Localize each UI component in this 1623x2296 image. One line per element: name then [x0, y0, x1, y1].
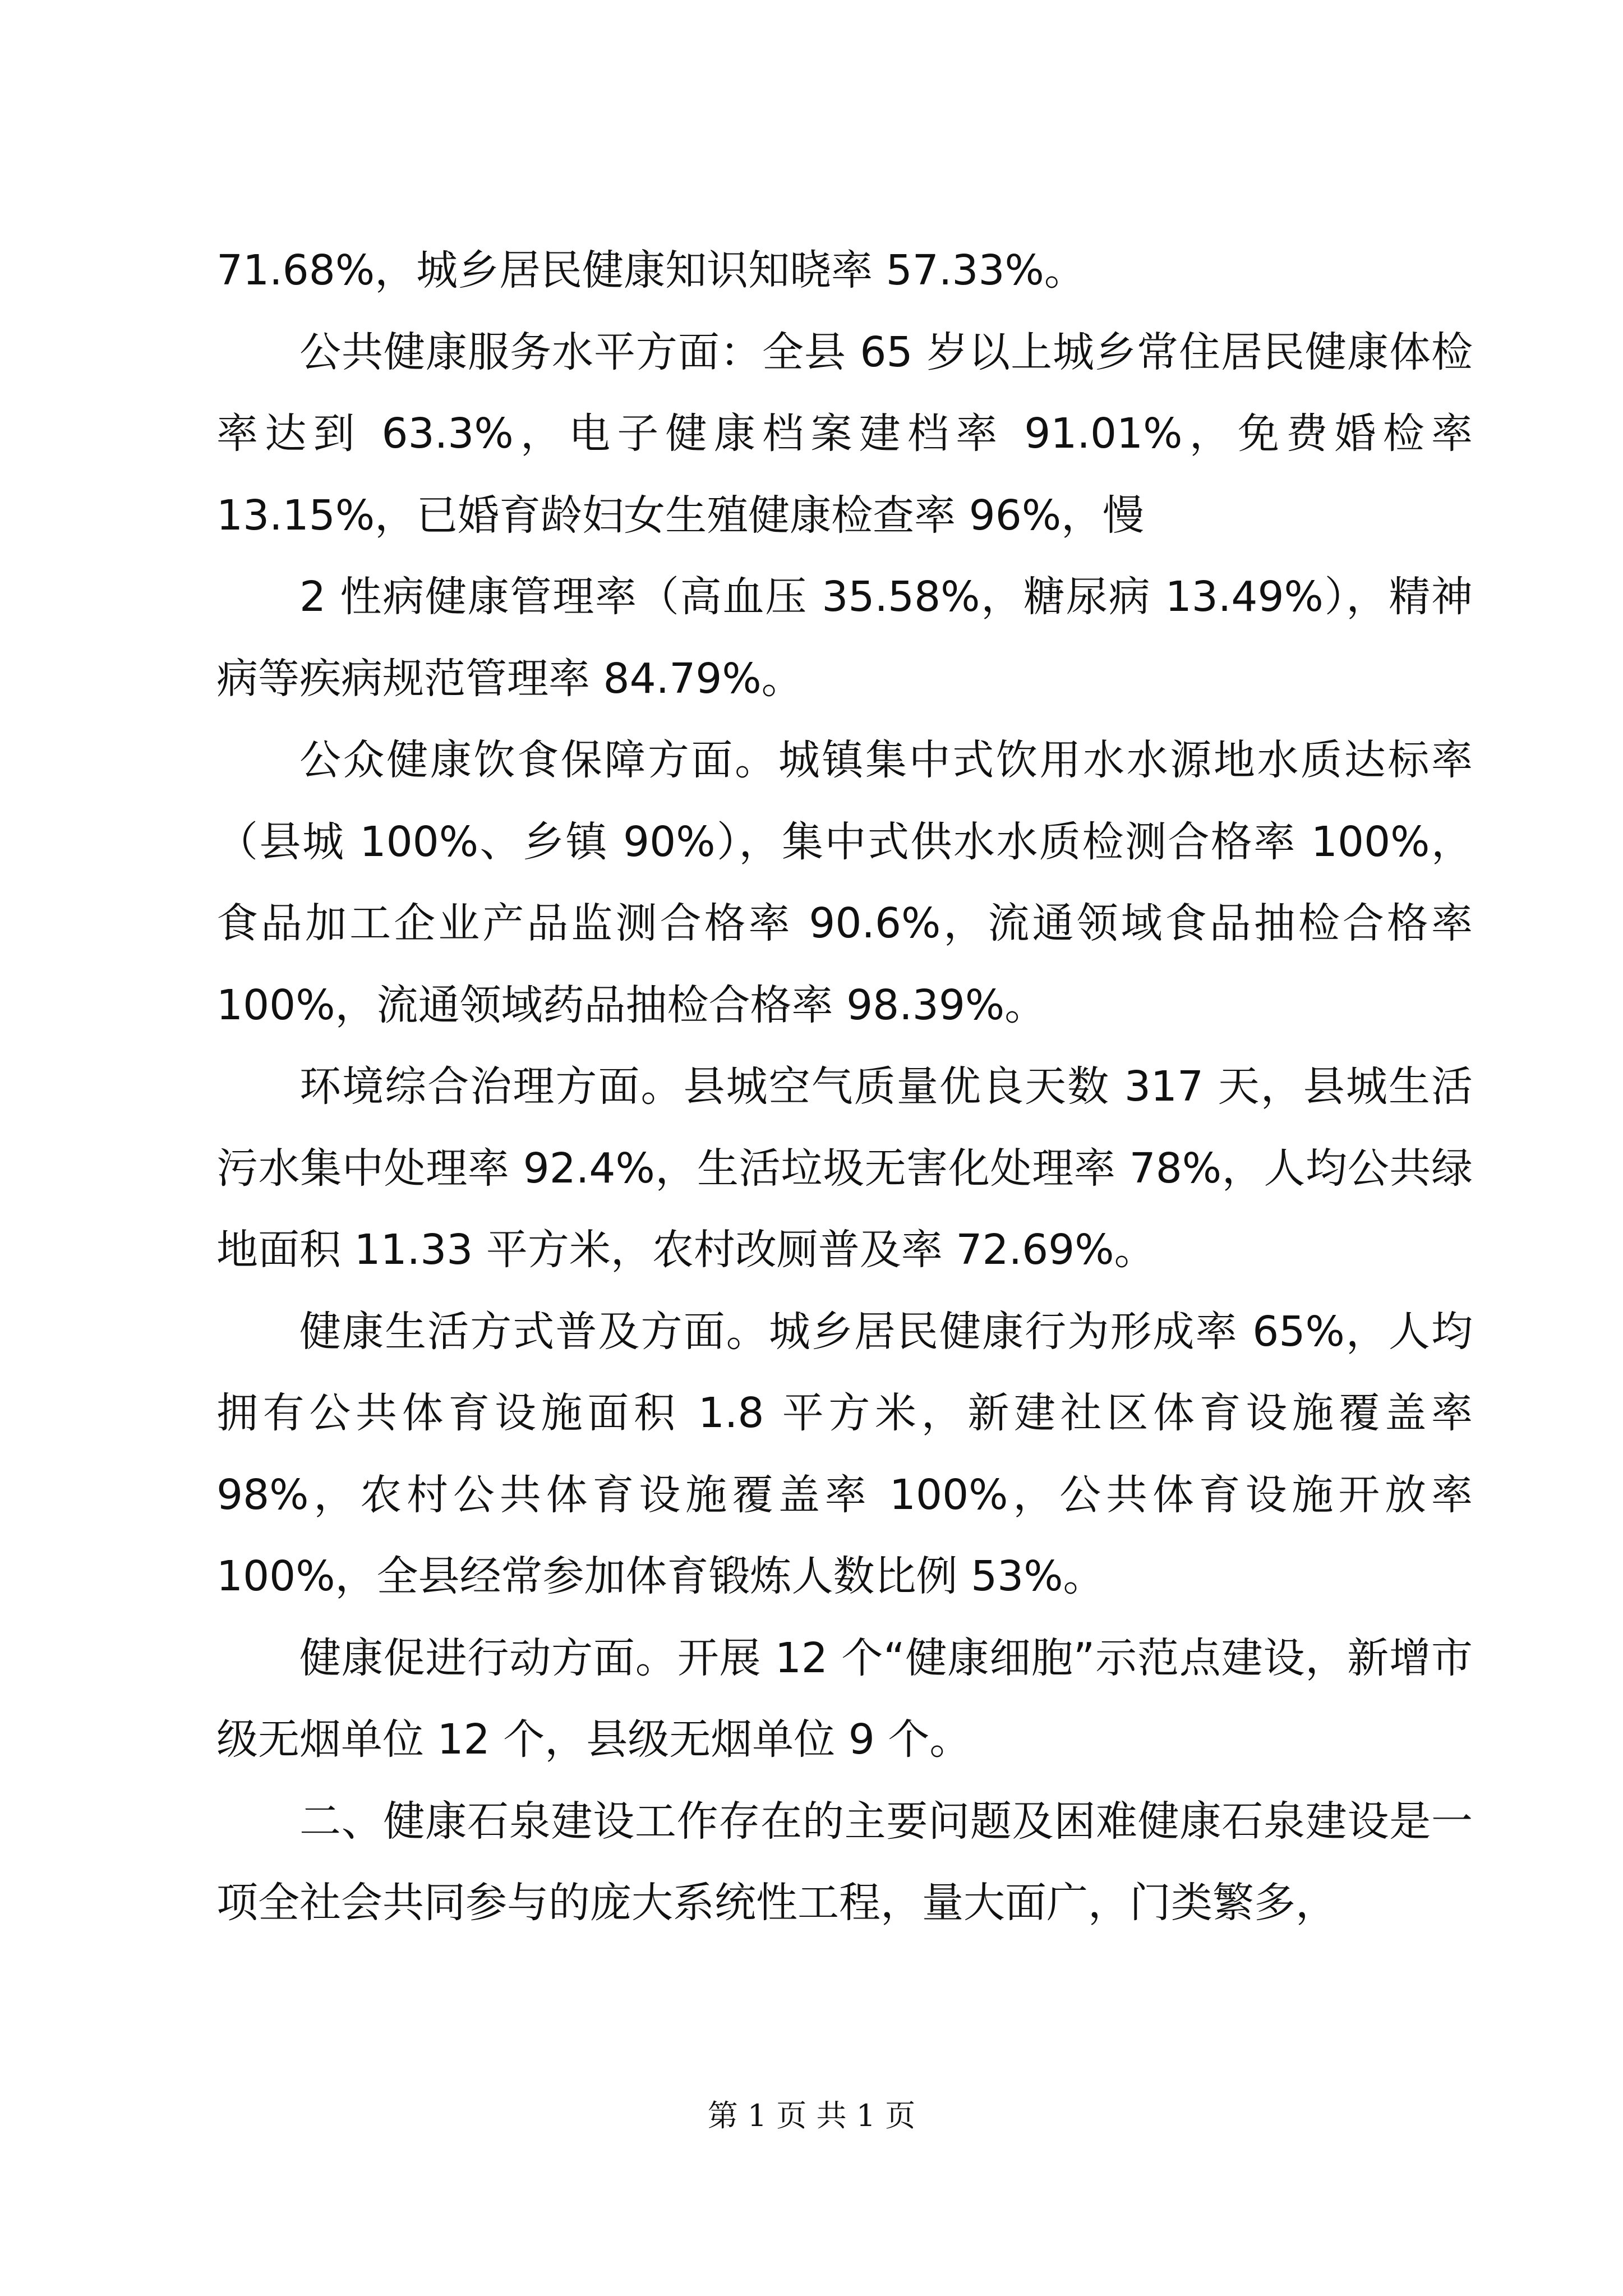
- paragraph-chronic-disease-management: 2 性病健康管理率（高血压 35.58%，糖尿病 13.49%），精神病等疾病规范管理率 84.79%。: [216, 573, 1473, 703]
- document-body: [216, 230, 1473, 1944]
- paragraph-environment: 环境综合治理方面。县城空气质量优良天数 317 天，县城生活污水集中处理率 92.4%，生活垃圾无害化处理率 78%，人均公共绿地面积 11.33 平方米，农村改厕普及率 72.69%。: [216, 1062, 1473, 1274]
- paragraph-food-safety: 公众健康饮食保障方面。城镇集中式饮用水水源地水质达标率（县城 100%、乡镇 90%），集中式供水水质检测合格率 100%，食品加工企业产品监测合格率 90.6%，流通领域食品抽检合格率 100%，流通领域药品抽检合格率 98.39%。: [216, 736, 1473, 1029]
- page-footer: 第 1 页 共 1 页: [707, 2098, 916, 2133]
- paragraph-section-two-heading: 二、健康石泉建设工作存在的主要问题及困难健康石泉建设是一项全社会共同参与的庞大系统性工程，量大面广，门类繁多，: [216, 1797, 1473, 1927]
- paragraph-public-health-service: 公共健康服务水平方面：全县 65 岁以上城乡常住居民健康体检率达到 63.3%，电子健康档案建档率 91.01%，免费婚检率 13.15%，已婚育龄妇女生殖健康检查率 96%，慢: [216, 328, 1473, 540]
- paragraph-continuation: 71.68%，城乡居民健康知识知晓率 57.33%。: [216, 246, 1086, 295]
- paragraph-health-promotion: 健康促进行动方面。开展 12 个“健康细胞”示范点建设，新增市级无烟单位 12 个，县级无烟单位 9 个。: [216, 1634, 1473, 1764]
- paragraph-healthy-lifestyle: 健康生活方式普及方面。城乡居民健康行为形成率 65%，人均拥有公共体育设施面积 1.8 平方米，新建社区体育设施覆盖率 98%，农村公共体育设施覆盖率 100%，公共体育设施开放率 100%，全县经常参加体育锻炼人数比例 53%。: [216, 1307, 1473, 1600]
